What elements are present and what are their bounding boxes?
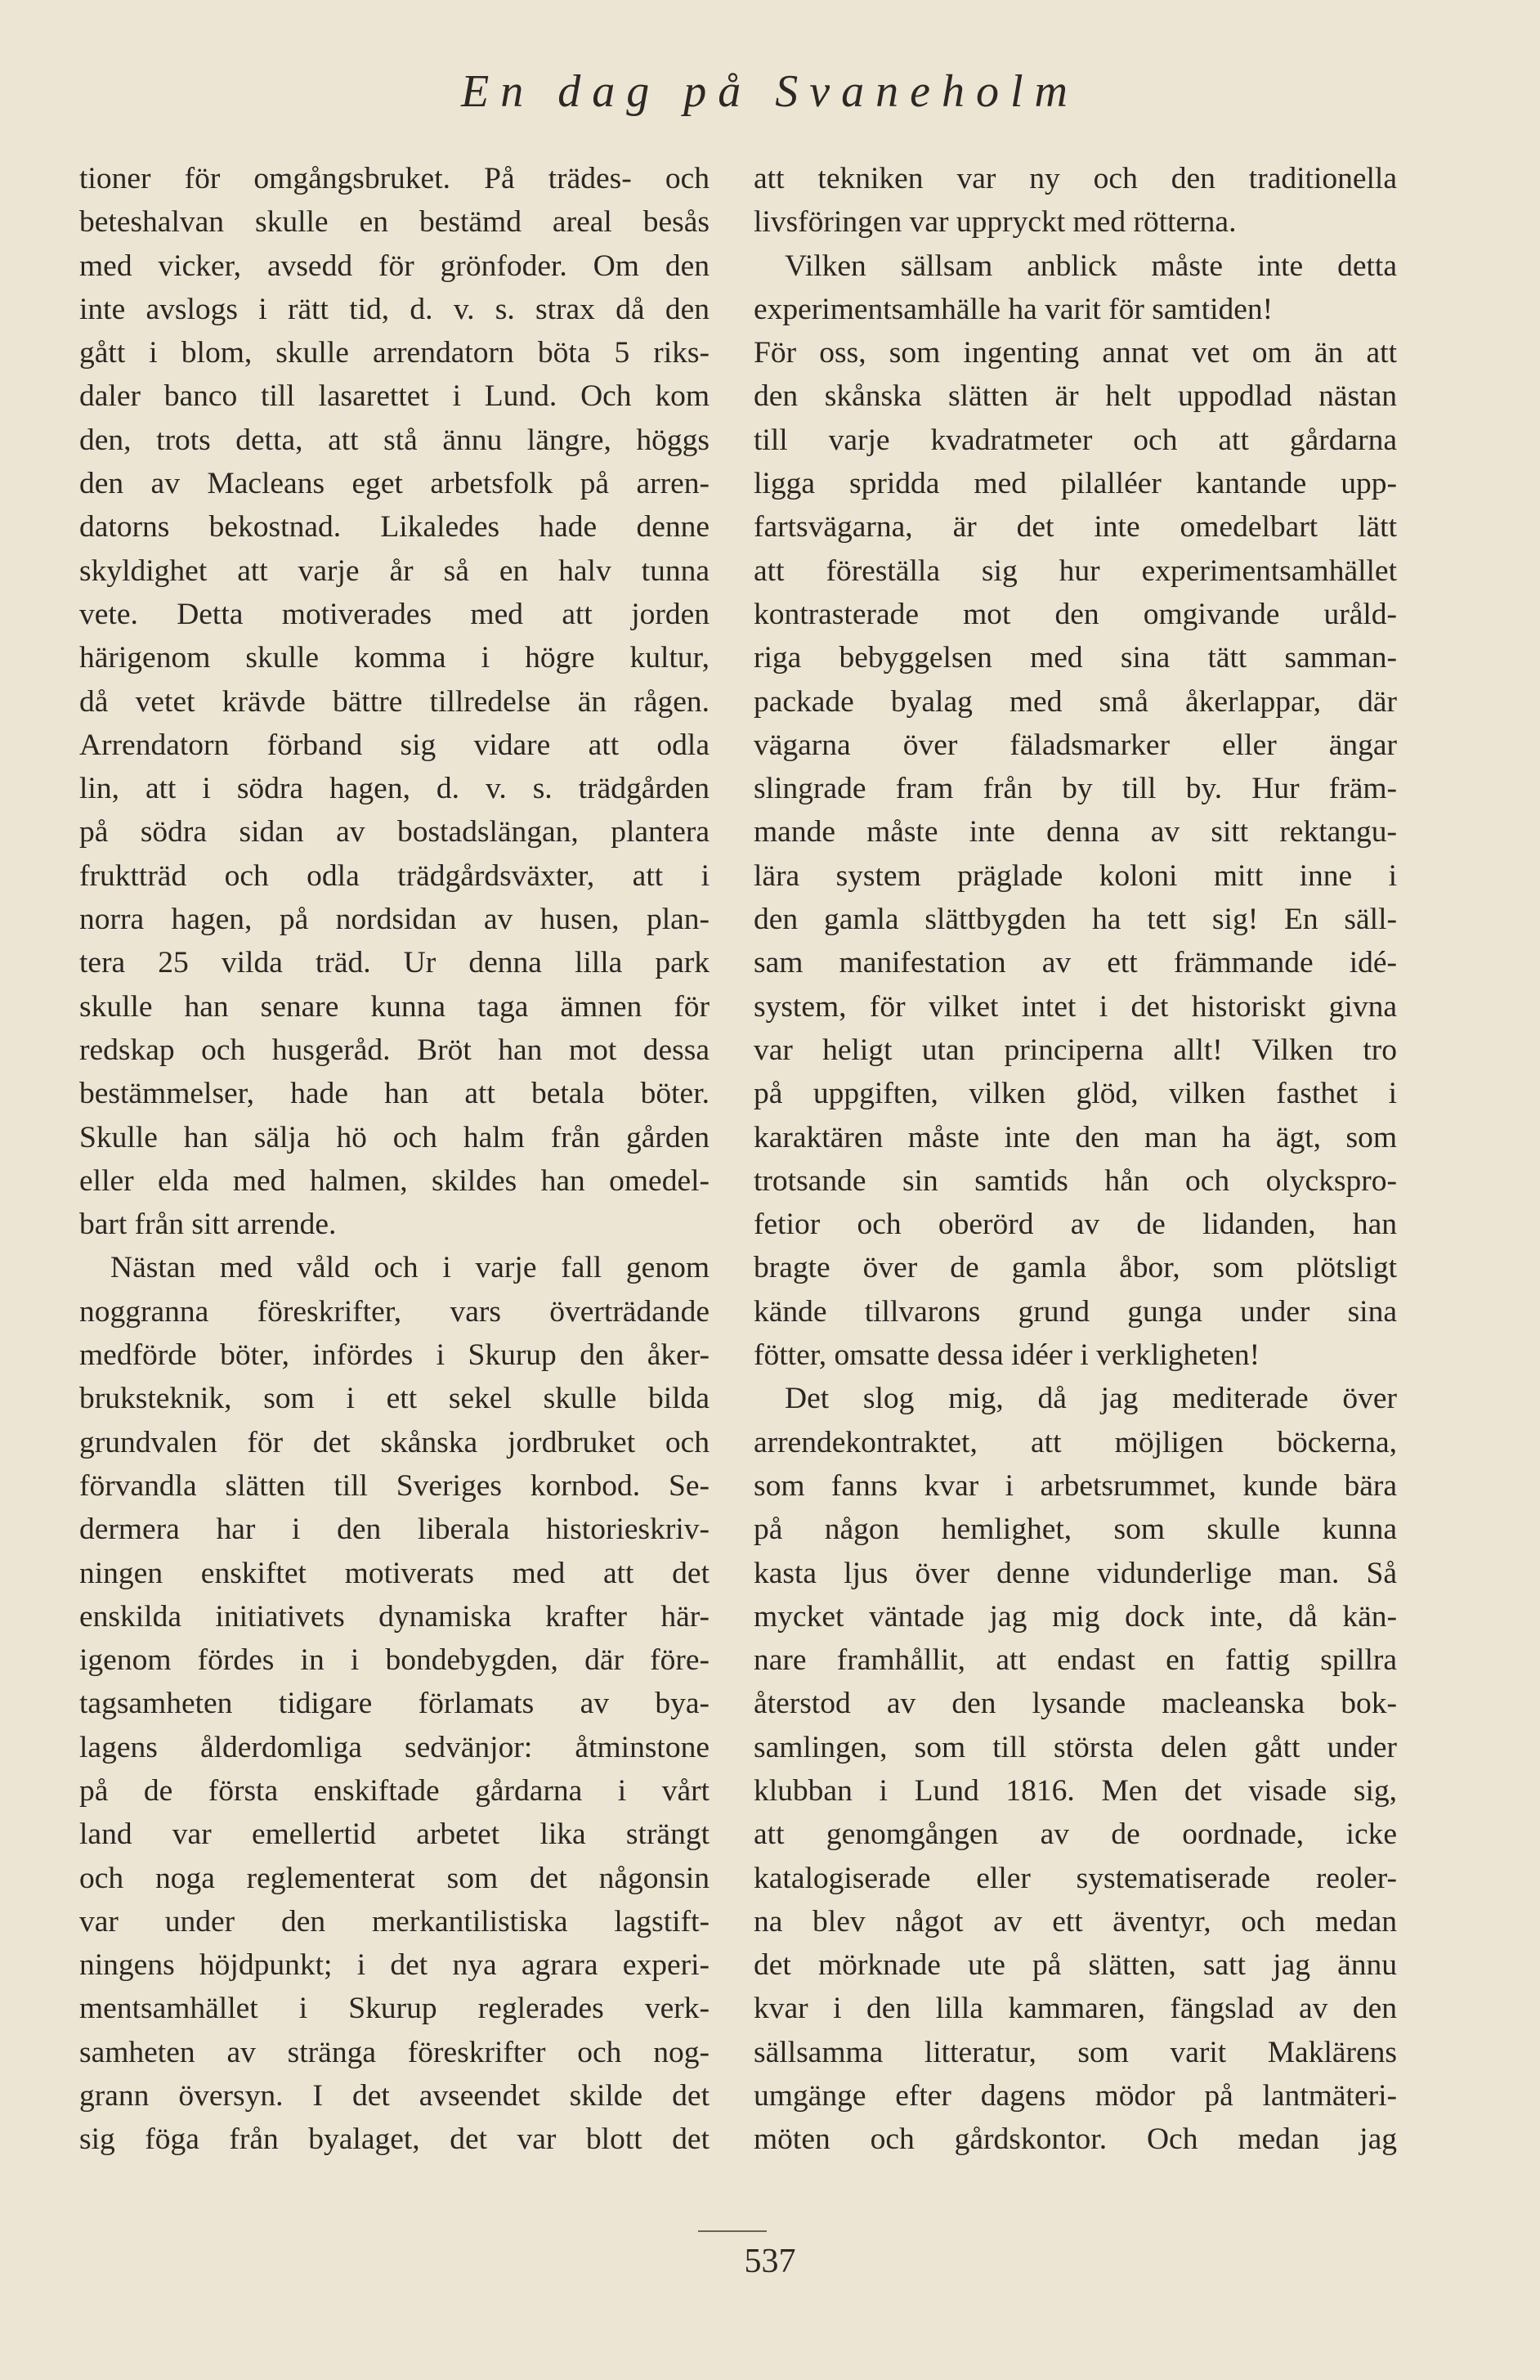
text-line: den, trots detta, att stå ännu längre, höggs [79, 423, 710, 457]
text-line: land var emellertid arbetet lika strängt [79, 1817, 710, 1852]
text-line: daler banco till lasarettet i Lund. Och kom [79, 379, 710, 414]
text-line: den skånska slätten är helt uppodlad nästan [754, 379, 1397, 414]
text-line: kände tillvarons grund gunga under sina [754, 1294, 1397, 1329]
text-line: dermera har i den liberala historieskriv- [79, 1513, 710, 1547]
text-line: mentsamhället i Skurup reglerades verk- [79, 1992, 710, 2026]
text-line: skulle han senare kunna taga ämnen för [79, 989, 710, 1024]
text-line: bruksteknik, som i ett sekel skulle bilda [79, 1382, 710, 1416]
text-line: fartsvägarna, är det inte omedelbart lätt [754, 510, 1397, 545]
text-line: system, för vilket intet i det historiskt givna [754, 989, 1397, 1024]
text-line: på södra sidan av bostadslängan, plantera [79, 815, 710, 849]
text-line: kontrasterade mot den omgivande uråld- [754, 597, 1397, 631]
text-line: att tekniken var ny och den traditionella [754, 162, 1397, 195]
text-line: slingrade fram från by till by. Hur främ- [754, 772, 1397, 806]
text-line: sig föga från byalaget, det var blott det [79, 2122, 710, 2157]
text-line: med vicker, avsedd för grönfoder. Om den [79, 249, 710, 283]
text-line: kvar i den lilla kammaren, fängslad av den [754, 1992, 1397, 2026]
text-line: redskap och husgeråd. Bröt han mot dessa [79, 1033, 710, 1067]
text-line: sällsamma litteratur, som varit Maklärens [754, 2035, 1397, 2069]
text-line: umgänge efter dagens mödor på lantmäteri- [754, 2079, 1397, 2113]
text-line: igenom fördes in i bondebygden, där före- [79, 1643, 710, 1678]
text-line: noggranna föreskrifter, vars överträdande [79, 1294, 710, 1329]
text-line: Vilken sällsam anblick måste inte detta [785, 249, 1397, 283]
text-line: härigenom skulle komma i högre kultur, [79, 641, 710, 675]
text-line: lära system präglade koloni mitt inne i [754, 858, 1397, 893]
text-line: norra hagen, på nordsidan av husen, plan- [79, 903, 710, 937]
text-line: mande måste inte denna av sitt rektangu- [754, 815, 1397, 849]
text-line: arrendekontraktet, att möjligen böckerna, [754, 1425, 1397, 1459]
text-line: var heligt utan principerna allt! Vilken tro [754, 1033, 1397, 1067]
text-line: lin, att i södra hagen, d. v. s. trädgården [79, 772, 710, 806]
left-column [79, 157, 710, 2162]
text-line: katalogiserade eller systematiserade reoler- [754, 1861, 1397, 1895]
text-line: ningens höjdpunkt; i det nya agrara experi- [79, 1948, 710, 1983]
text-line: var under den merkantilistiska lagstift- [79, 1904, 710, 1939]
text-line: vägarna över fäladsmarker eller ängar [754, 728, 1397, 762]
text-line: det mörknade ute på slätten, satt jag ännu [754, 1948, 1397, 1983]
text-line: som fanns kvar i arbetsrummet, kunde bära [754, 1468, 1397, 1503]
text-line: lagens ålderdomliga sedvänjor: åtminstone [79, 1730, 710, 1764]
text-line: återstod av den lysande macleanska bok- [754, 1687, 1397, 1721]
text-line: bragte över de gamla åbor, som plötsligt [754, 1251, 1397, 1285]
text-line: För oss, som ingenting annat vet om än att [754, 336, 1397, 370]
text-line: fetior och oberörd av de lidanden, han [754, 1208, 1397, 1242]
running-title: En dag på Svaneholm [461, 66, 1079, 117]
text-line: inte avslogs i rätt tid, d. v. s. strax då den [79, 292, 710, 326]
text-line: den gamla slättbygden ha tett sig! En säll- [754, 903, 1397, 937]
text-line: riga bebyggelsen med sina tätt samman- [754, 641, 1397, 675]
text-line: att föreställa sig hur experimentsamhället [754, 554, 1397, 588]
text-line: beteshalvan skulle en bestämd areal besås [79, 205, 710, 240]
text-line: na blev något av ett äventyr, och medan [754, 1904, 1397, 1939]
text-line: ningen enskiftet motiverats med att det [79, 1556, 710, 1590]
text-line: tera 25 vilda träd. Ur denna lilla park [79, 946, 710, 980]
page-number: 537 [744, 2243, 796, 2280]
right-column [754, 157, 1397, 2162]
text-line: skyldighet att varje år så en halv tunna [79, 554, 710, 588]
text-line: grann översyn. I det avseendet skilde det [79, 2079, 710, 2113]
text-line: på de första enskiftade gårdarna i vårt [79, 1773, 710, 1808]
text-line: klubban i Lund 1816. Men det visade sig, [754, 1773, 1397, 1808]
text-line: till varje kvadratmeter och att gårdarna [754, 423, 1397, 457]
text-line: fötter, omsatte dessa idéer i verkligheten! [754, 1338, 1260, 1373]
text-line: då vetet krävde bättre tillredelse än rågen. [79, 684, 710, 719]
text-line: tagsamheten tidigare förlamats av bya- [79, 1687, 710, 1721]
text-line: nare framhållit, att endast en fattig spillra [754, 1643, 1397, 1678]
text-line: den av Macleans eget arbetsfolk på arren- [79, 467, 710, 501]
text-line: datorns bekostnad. Likaledes hade denne [79, 510, 710, 545]
text-line: sam manifestation av ett främmande idé- [754, 946, 1397, 980]
text-line: vete. Detta motiverades med att jorden [79, 597, 710, 631]
text-line: att genomgången av de oordnade, icke [754, 1817, 1397, 1852]
text-line: förvandla slätten till Sveriges kornbod. Se- [79, 1468, 710, 1503]
text-line: karaktären måste inte den man ha ägt, som [754, 1120, 1397, 1154]
text-line: experimentsamhälle ha varit för samtiden! [754, 292, 1274, 326]
text-line: eller elda med halmen, skildes han omedel- [79, 1163, 710, 1198]
text-line: ligga spridda med pilalléer kantande upp- [754, 467, 1397, 501]
text-line: och noga reglementerat som det någonsin [79, 1861, 710, 1895]
text-line: gått i blom, skulle arrendatorn böta 5 riks- [79, 336, 710, 370]
text-line: på någon hemlighet, som skulle kunna [754, 1513, 1397, 1547]
text-line: kasta ljus över denne vidunderlige man. Så [754, 1556, 1397, 1590]
text-line: mycket väntade jag mig dock inte, då kän- [754, 1599, 1397, 1634]
text-line: samheten av stränga föreskrifter och nog- [79, 2035, 710, 2069]
text-line: på uppgiften, vilken glöd, vilken fasthet i [754, 1077, 1397, 1111]
text-line: fruktträd och odla trädgårdsväxter, att i [79, 858, 710, 893]
text-line: bestämmelser, hade han att betala böter. [79, 1077, 710, 1111]
text-line: grundvalen för det skånska jordbruket och [79, 1425, 710, 1459]
text-line: möten och gårdskontor. Och medan jag [754, 2122, 1397, 2157]
text-line: packade byalag med små åkerlappar, där [754, 684, 1397, 719]
text-line: livsföringen var uppryckt med rötterna. [754, 205, 1237, 240]
text-line: Skulle han sälja hö och halm från gården [79, 1120, 710, 1154]
text-line: Arrendatorn förband sig vidare att odla [79, 728, 710, 762]
text-line: Det slog mig, då jag mediterade över [785, 1382, 1397, 1416]
text-line: samlingen, som till största delen gått under [754, 1730, 1397, 1764]
text-line: enskilda initiativets dynamiska krafter här- [79, 1599, 710, 1634]
text-line: Nästan med våld och i varje fall genom [110, 1251, 710, 1285]
text-line: trotsande sin samtids hån och olyckspro- [754, 1163, 1397, 1198]
text-line: tioner för omgångsbruket. På trädes- och [79, 162, 710, 195]
footer-rule [698, 2230, 767, 2232]
text-line: bart från sitt arrende. [79, 1208, 337, 1242]
text-line: medförde böter, infördes i Skurup den åker- [79, 1338, 710, 1373]
